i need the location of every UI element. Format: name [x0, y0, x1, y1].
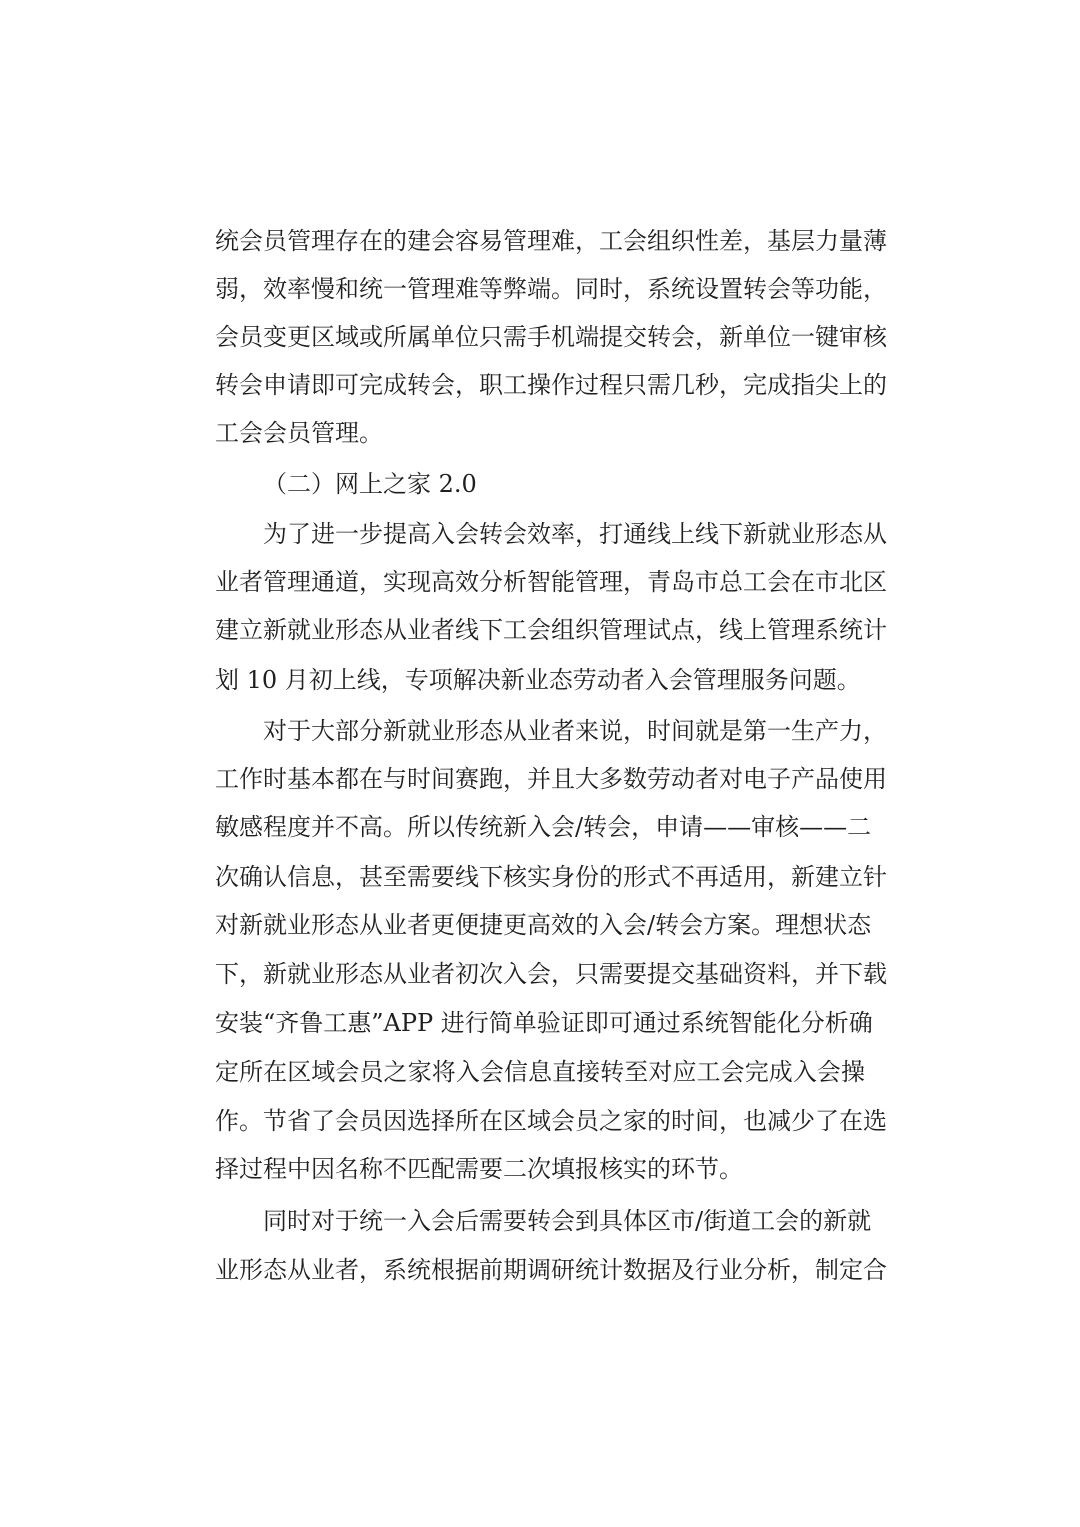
text-line: 敏感程度并不高。所以传统新入会/转会，申请——审核——二	[215, 813, 872, 841]
paragraph-first-line: 对于大部分新就业形态从业者来说，时间就是第一生产力，	[263, 717, 887, 745]
text-line: 定所在区域会员之家将入会信息直接转至对应工会完成入会操	[215, 1058, 865, 1086]
text-line: 建立新就业形态从业者线下工会组织管理试点，线上管理系统计	[215, 616, 887, 644]
text-line: 对新就业形态从业者更便捷更高效的入会/转会方案。理想状态	[215, 911, 872, 939]
text-line: 业者管理通道，实现高效分析智能管理，青岛市总工会在市北区	[215, 568, 887, 596]
text-line: 工会会员管理。	[215, 419, 383, 447]
text-line: 弱，效率慢和统一管理难等弊端。同时，系统设置转会等功能，	[215, 275, 887, 303]
text-line: 统会员管理存在的建会容易管理难，工会组织性差，基层力量薄	[215, 227, 887, 255]
text-line: 转会申请即可完成转会，职工操作过程只需几秒，完成指尖上的	[215, 371, 887, 399]
text-line: 安装“齐鲁工惠”APP 进行简单验证即可通过系统智能化分析确	[215, 1009, 873, 1037]
text-line: 下，新就业形态从业者初次入会，只需要提交基础资料，并下载	[215, 960, 887, 988]
text-line: 工作时基本都在与时间赛跑，并且大多数劳动者对电子产品使用	[215, 765, 887, 793]
text-line: 会员变更区域或所属单位只需手机端提交转会，新单位一键审核	[215, 323, 887, 351]
text-line: 划 10 月初上线，专项解决新业态劳动者入会管理服务问题。	[215, 666, 861, 694]
text-line: 次确认信息，甚至需要线下核实身份的形式不再适用，新建立针	[215, 863, 887, 891]
paragraph-first-line: 为了进一步提高入会转会效率，打通线上线下新就业形态从	[263, 520, 887, 548]
text-line: 择过程中因名称不匹配需要二次填报核实的环节。	[215, 1155, 743, 1183]
paragraph-first-line: 同时对于统一入会后需要转会到具体区市/街道工会的新就	[263, 1207, 872, 1235]
text-line: 作。节省了会员因选择所在区域会员之家的时间，也减少了在选	[215, 1107, 887, 1135]
section-heading: （二）网上之家 2.0	[263, 470, 477, 498]
text-line: 业形态从业者，系统根据前期调研统计数据及行业分析，制定合	[215, 1256, 887, 1284]
